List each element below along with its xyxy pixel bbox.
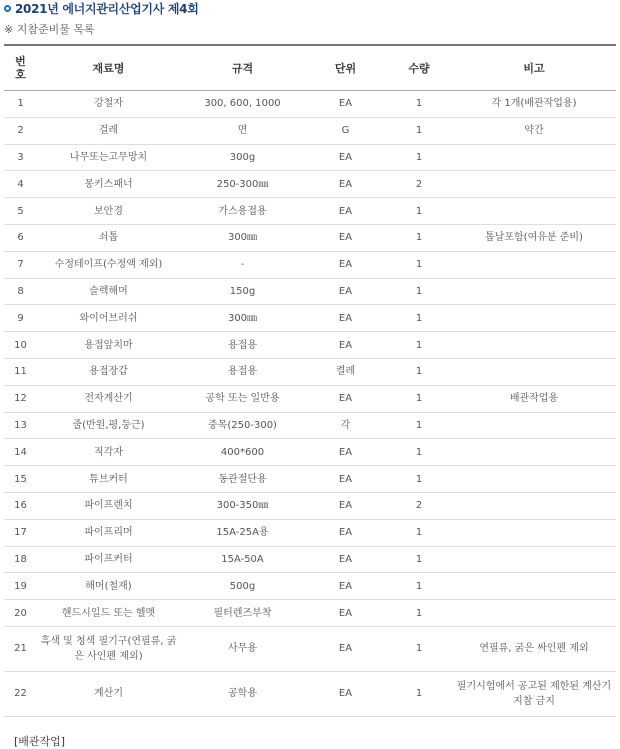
cell-spec: 300, 600, 1000 [180, 91, 305, 118]
cell-quantity: 2 [386, 492, 452, 519]
cell-quantity: 1 [386, 546, 452, 573]
column-header-quantity: 수량 [408, 61, 430, 75]
cell-material: 계산기 [37, 671, 180, 716]
cell-material: 파이프렌치 [37, 492, 180, 519]
cell-quantity: 1 [386, 144, 452, 171]
cell-number: 17 [4, 519, 37, 546]
cell-remarks [452, 492, 616, 519]
cell-number: 22 [4, 671, 37, 716]
cell-unit: EA [305, 439, 386, 466]
table-row [4, 144, 616, 171]
cell-unit: EA [305, 600, 386, 627]
table-row [4, 198, 616, 225]
cell-spec: 면 [180, 117, 305, 144]
table-row [4, 91, 616, 118]
cell-number: 21 [4, 626, 37, 671]
cell-remarks: 필기시험에서 공고된 제한된 계산기 지참 금지 [452, 671, 616, 716]
table-row [4, 573, 616, 600]
table-row [4, 671, 616, 716]
cell-quantity: 1 [386, 519, 452, 546]
cell-remarks: 연필류, 굵은 싸인펜 제외 [452, 626, 616, 671]
cell-remarks [452, 573, 616, 600]
cell-quantity: 1 [386, 412, 452, 439]
table-row [4, 305, 616, 332]
cell-quantity: 1 [386, 278, 452, 305]
cell-remarks [452, 412, 616, 439]
table-header-row [4, 45, 616, 91]
cell-spec: 300㎜ [180, 305, 305, 332]
cell-remarks [452, 305, 616, 332]
cell-number: 18 [4, 546, 37, 573]
cell-remarks [452, 519, 616, 546]
cell-spec: 250-300㎜ [180, 171, 305, 198]
cell-quantity: 1 [386, 626, 452, 671]
page-title: 2021년 에너지관리산업기사 제4회 [15, 1, 199, 16]
cell-remarks [452, 466, 616, 493]
table-row [4, 626, 616, 671]
table-row [4, 171, 616, 198]
cell-remarks [452, 144, 616, 171]
cell-remarks [452, 171, 616, 198]
cell-material: 튜브커터 [37, 466, 180, 493]
column-header-material: 재료명 [92, 61, 125, 75]
cell-remarks [452, 278, 616, 305]
cell-spec: 가스용접용 [180, 198, 305, 225]
section-footer: [배관작업] [14, 735, 66, 748]
cell-unit: EA [305, 305, 386, 332]
cell-remarks [452, 600, 616, 627]
cell-number: 8 [4, 278, 37, 305]
cell-spec: 500g [180, 573, 305, 600]
cell-spec: 150g [180, 278, 305, 305]
cell-number: 11 [4, 358, 37, 385]
cell-spec: 사무용 [180, 626, 305, 671]
cell-material: 용접장갑 [37, 358, 180, 385]
cell-unit: EA [305, 573, 386, 600]
cell-unit: EA [305, 224, 386, 251]
cell-spec: 공학용 [180, 671, 305, 716]
cell-remarks [452, 198, 616, 225]
cell-number: 14 [4, 439, 37, 466]
cell-spec: 필터렌즈부착 [180, 600, 305, 627]
cell-material: 나무또는고무망치 [37, 144, 180, 171]
cell-material: 강철자 [37, 91, 180, 118]
cell-material: 쇠톱 [37, 224, 180, 251]
cell-number: 4 [4, 171, 37, 198]
title-row [4, 0, 199, 16]
cell-quantity: 1 [386, 332, 452, 359]
cell-unit: EA [305, 519, 386, 546]
cell-quantity: 1 [386, 439, 452, 466]
cell-material: 해머(철재) [37, 573, 180, 600]
cell-spec: 300g [180, 144, 305, 171]
cell-material: 전자계산기 [37, 385, 180, 412]
cell-unit: EA [305, 144, 386, 171]
cell-material: 와이어브러쉬 [37, 305, 180, 332]
table-body [4, 91, 616, 717]
cell-unit: 켤레 [305, 358, 386, 385]
table-row [4, 358, 616, 385]
cell-number: 16 [4, 492, 37, 519]
cell-unit: EA [305, 626, 386, 671]
table-row [4, 117, 616, 144]
cell-material: 파이프커터 [37, 546, 180, 573]
cell-material: 파이프리머 [37, 519, 180, 546]
cell-unit: EA [305, 332, 386, 359]
table-row [4, 332, 616, 359]
cell-material: 수정테이프(수정액 제외) [37, 251, 180, 278]
supplies-table [4, 44, 616, 717]
cell-unit: EA [305, 385, 386, 412]
cell-material: 몽키스패너 [37, 171, 180, 198]
cell-quantity: 1 [386, 358, 452, 385]
cell-spec: 15A-25A용 [180, 519, 305, 546]
cell-number: 3 [4, 144, 37, 171]
cell-unit: EA [305, 91, 386, 118]
cell-spec: 용접용 [180, 358, 305, 385]
cell-quantity: 2 [386, 171, 452, 198]
column-header-number: 번호 [15, 55, 26, 81]
cell-spec: 용접용 [180, 332, 305, 359]
cell-number: 5 [4, 198, 37, 225]
cell-quantity: 1 [386, 198, 452, 225]
cell-material: 직각자 [37, 439, 180, 466]
cell-remarks: 배관작업용 [452, 385, 616, 412]
cell-remarks: 약간 [452, 117, 616, 144]
cell-unit: EA [305, 251, 386, 278]
table-row [4, 224, 616, 251]
cell-number: 6 [4, 224, 37, 251]
cell-unit: 각 [305, 412, 386, 439]
cell-spec: 300㎜ [180, 224, 305, 251]
table-row [4, 385, 616, 412]
table-row [4, 412, 616, 439]
cell-material: 핸드시일드 또는 헬멧 [37, 600, 180, 627]
cell-quantity: 1 [386, 305, 452, 332]
circle-bullet-icon [4, 5, 11, 12]
cell-material: 흑색 및 청색 필기구(연필류, 굵은 사인펜 제외) [37, 626, 180, 671]
cell-remarks [452, 439, 616, 466]
cell-unit: EA [305, 171, 386, 198]
cell-quantity: 1 [386, 224, 452, 251]
cell-number: 1 [4, 91, 37, 118]
cell-quantity: 1 [386, 91, 452, 118]
cell-spec: 400*600 [180, 439, 305, 466]
cell-material: 줄(반원,평,둥근) [37, 412, 180, 439]
cell-unit: EA [305, 278, 386, 305]
cell-remarks: 톱날포함(여유분 준비) [452, 224, 616, 251]
cell-number: 15 [4, 466, 37, 493]
cell-number: 2 [4, 117, 37, 144]
cell-quantity: 1 [386, 385, 452, 412]
cell-number: 10 [4, 332, 37, 359]
cell-material: 보안경 [37, 198, 180, 225]
cell-unit: EA [305, 492, 386, 519]
cell-material: 용접앞치마 [37, 332, 180, 359]
cell-quantity: 1 [386, 573, 452, 600]
cell-unit: EA [305, 198, 386, 225]
cell-number: 19 [4, 573, 37, 600]
cell-unit: EA [305, 671, 386, 716]
table-row [4, 439, 616, 466]
table-row [4, 466, 616, 493]
cell-material: 슬렉해머 [37, 278, 180, 305]
table-row [4, 278, 616, 305]
cell-unit: G [305, 117, 386, 144]
cell-quantity: 1 [386, 671, 452, 716]
table-row [4, 519, 616, 546]
cell-unit: EA [305, 546, 386, 573]
cell-remarks [452, 251, 616, 278]
table-row [4, 251, 616, 278]
table-row [4, 492, 616, 519]
table-row [4, 600, 616, 627]
cell-number: 13 [4, 412, 37, 439]
cell-spec: 동관절단용 [180, 466, 305, 493]
cell-spec: - [180, 251, 305, 278]
cell-spec: 15A-50A [180, 546, 305, 573]
cell-spec: 공학 또는 일반용 [180, 385, 305, 412]
cell-quantity: 1 [386, 117, 452, 144]
cell-number: 7 [4, 251, 37, 278]
cell-spec: 300-350㎜ [180, 492, 305, 519]
cell-quantity: 1 [386, 600, 452, 627]
column-header-spec: 규격 [231, 61, 254, 75]
cell-remarks [452, 332, 616, 359]
cell-unit: EA [305, 466, 386, 493]
column-header-unit: 단위 [334, 61, 357, 75]
cell-number: 20 [4, 600, 37, 627]
cell-quantity: 1 [386, 251, 452, 278]
cell-number: 12 [4, 385, 37, 412]
cell-remarks [452, 358, 616, 385]
cell-remarks: 각 1개(배관작업용) [452, 91, 616, 118]
cell-number: 9 [4, 305, 37, 332]
cell-remarks [452, 546, 616, 573]
cell-quantity: 1 [386, 466, 452, 493]
cell-material: 걸레 [37, 117, 180, 144]
table-row [4, 546, 616, 573]
section-subtitle: ※ 지참준비물 목록 [4, 23, 95, 36]
column-header-remarks: 비고 [523, 61, 545, 75]
cell-spec: 중목(250-300) [180, 412, 305, 439]
